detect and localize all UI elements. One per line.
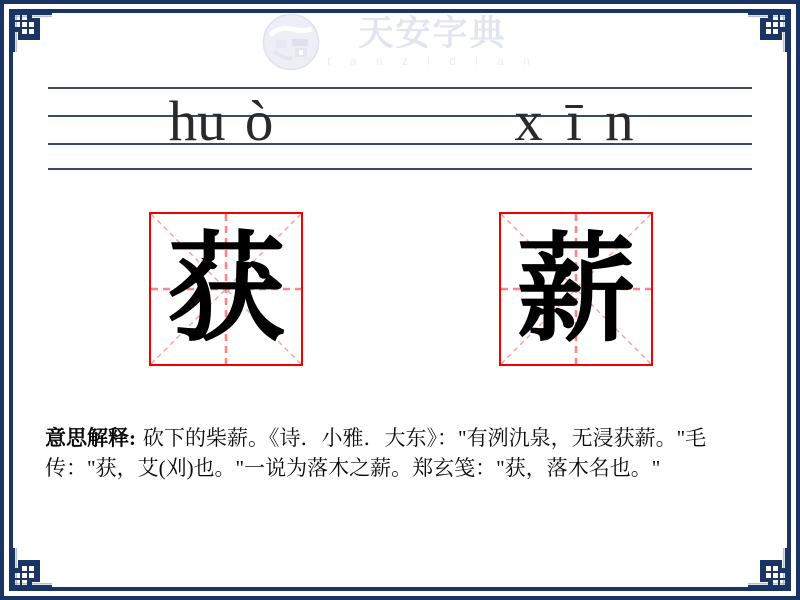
staff-line-3 <box>48 143 752 145</box>
logo-text <box>327 16 538 68</box>
logo-subtitle: t a n z i d i a n <box>327 54 538 68</box>
character-xin: 薪 <box>516 219 635 358</box>
seal-logo-icon <box>262 13 320 71</box>
staff-line-2 <box>48 115 752 117</box>
lattice-corner-icon <box>0 548 52 600</box>
staff-line-4 <box>48 168 752 170</box>
character-grid-xin <box>499 212 653 366</box>
lattice-corner-icon <box>748 548 800 600</box>
logo[interactable] <box>0 13 800 71</box>
pinyin-staff <box>48 87 752 171</box>
pinyin-xin: x ī n <box>514 90 636 153</box>
logo-title: 天安字典 <box>358 14 507 53</box>
staff-line-1 <box>48 87 752 89</box>
character-grid-huo <box>149 212 303 366</box>
character-huo: 获 <box>166 219 285 358</box>
meaning-label: 意思解释: <box>45 426 136 450</box>
meaning-text: 砍下的柴薪。《诗．小雅．大东》："有洌氿泉，无浸获薪。"毛传："获，艾(刈)也。"一说为落木之薪。郑玄笺："获，落木名也。" <box>45 426 707 480</box>
meaning-section <box>45 423 759 483</box>
pinyin-huo: hu ò <box>168 90 274 153</box>
